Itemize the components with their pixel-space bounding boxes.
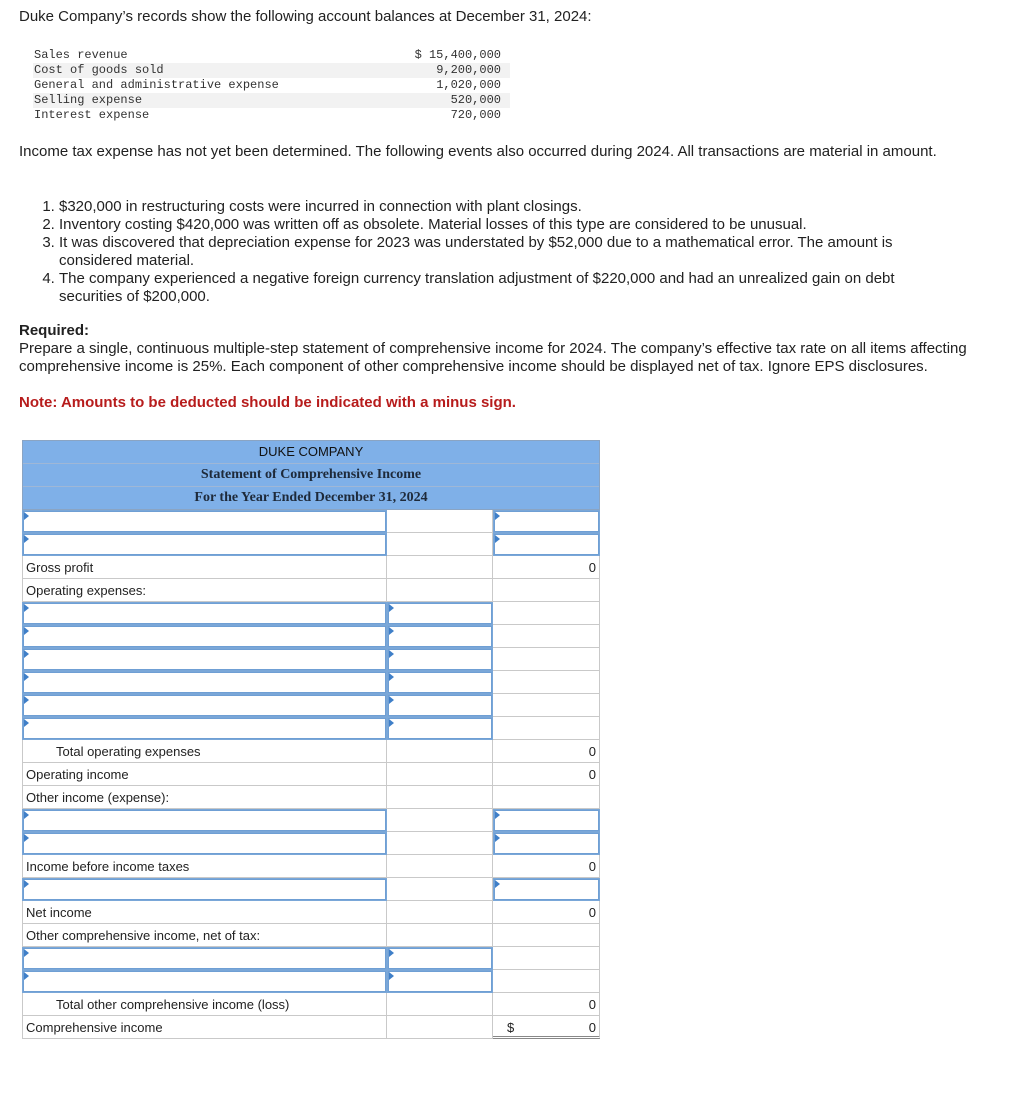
comprehensive-income-value-cell	[493, 1016, 600, 1039]
statement-table	[22, 440, 600, 1039]
total-cell	[493, 786, 600, 809]
amount-input[interactable]	[387, 625, 493, 648]
line-item-input[interactable]	[22, 970, 387, 993]
total-operating-expenses-label: Total operating expenses	[22, 740, 387, 763]
currency-symbol: $	[507, 1020, 515, 1035]
total-cell	[493, 970, 600, 993]
total-cell	[493, 671, 600, 694]
total-cell	[493, 924, 600, 947]
list-item: 1. $320,000 in restructuring costs were incurred in connection with plant closings.	[59, 198, 949, 216]
total-cell	[493, 648, 600, 671]
line-item-input[interactable]	[22, 648, 387, 671]
amount-input[interactable]	[387, 602, 493, 625]
total-oci-value: 0	[493, 993, 600, 1016]
amount-cell	[387, 855, 493, 878]
line-item-input[interactable]	[22, 671, 387, 694]
account-name: Sales revenue	[33, 48, 360, 63]
total-input[interactable]	[493, 878, 600, 901]
gross-profit-value: 0	[493, 556, 600, 579]
intro-text: Duke Company’s records show the following account balances at December 31, 2024:	[19, 8, 592, 25]
operating-income-value: 0	[493, 763, 600, 786]
table-row	[33, 78, 510, 93]
required-label: Required:	[19, 322, 90, 339]
income-before-taxes-value: 0	[493, 855, 600, 878]
table-row	[22, 878, 600, 901]
total-operating-expenses-value: 0	[493, 740, 600, 763]
account-amount: 9,200,000	[360, 63, 510, 78]
line-item-input[interactable]	[22, 947, 387, 970]
account-name: General and administrative expense	[33, 78, 360, 93]
table-row	[22, 694, 600, 717]
account-name: Selling expense	[33, 93, 360, 108]
operating-income-label: Operating income	[22, 763, 387, 786]
total-cell	[493, 694, 600, 717]
table-row	[22, 970, 600, 993]
oci-label: Other comprehensive income, net of tax:	[22, 924, 387, 947]
table-row	[22, 533, 600, 556]
total-cell	[493, 579, 600, 602]
amount-input[interactable]	[387, 947, 493, 970]
gross-profit-row	[22, 556, 600, 579]
line-item-input[interactable]	[22, 602, 387, 625]
amount-input[interactable]	[387, 671, 493, 694]
operating-income-row	[22, 763, 600, 786]
total-cell	[493, 717, 600, 740]
other-income-label: Other income (expense):	[22, 786, 387, 809]
note-text: Note: Amounts to be deducted should be indicated with a minus sign.	[19, 394, 516, 411]
line-item-input[interactable]	[22, 510, 387, 533]
net-income-label: Net income	[22, 901, 387, 924]
amount-cell	[387, 901, 493, 924]
table-row	[22, 671, 600, 694]
amount-input[interactable]	[387, 694, 493, 717]
comprehensive-income-value: 0	[588, 1020, 596, 1035]
total-cell	[493, 602, 600, 625]
table-row	[22, 510, 600, 533]
total-input[interactable]	[493, 809, 600, 832]
account-name: Cost of goods sold	[33, 63, 360, 78]
table-row	[33, 108, 510, 123]
account-amount: 1,020,000	[360, 78, 510, 93]
company-name: DUKE COMPANY	[23, 441, 599, 464]
amount-cell	[387, 763, 493, 786]
total-input[interactable]	[493, 533, 600, 556]
table-row	[22, 602, 600, 625]
table-row	[22, 947, 600, 970]
amount-cell	[387, 786, 493, 809]
list-item: 2. Inventory costing $420,000 was written off as obsolete. Material losses of this type are considered to be unusual.	[59, 216, 949, 234]
operating-expenses-heading-row	[22, 579, 600, 602]
total-cell	[493, 625, 600, 648]
amount-cell	[387, 924, 493, 947]
required-text: Prepare a single, continuous multiple-step statement of comprehensive income for 2024. The company’s effective tax rate on all items affecting comprehensive income is 25%. Each component of other comprehensive income should be displayed net of tax. Ignore EPS disclosures.	[19, 340, 967, 375]
table-row	[33, 93, 510, 108]
amount-cell	[387, 1016, 493, 1039]
amount-cell	[387, 809, 493, 832]
statement-title: Statement of Comprehensive Income	[23, 464, 599, 487]
line-item-input[interactable]	[22, 533, 387, 556]
total-input[interactable]	[493, 832, 600, 855]
total-oci-label: Total other comprehensive income (loss)	[22, 993, 387, 1016]
amount-cell	[387, 510, 493, 533]
oci-heading-row	[22, 924, 600, 947]
income-before-taxes-row	[22, 855, 600, 878]
operating-expenses-label: Operating expenses:	[22, 579, 387, 602]
account-amount: 520,000	[360, 93, 510, 108]
comprehensive-income-row	[22, 1016, 600, 1039]
table-row	[22, 809, 600, 832]
list-item: 3. It was discovered that depreciation expense for 2023 was understated by $52,000 due to a mathematical error. The amount is considered material.	[59, 234, 949, 270]
net-income-value: 0	[493, 901, 600, 924]
amount-cell	[387, 832, 493, 855]
total-input[interactable]	[493, 510, 600, 533]
amount-cell	[387, 740, 493, 763]
table-row	[22, 648, 600, 671]
table-row	[22, 832, 600, 855]
table-row	[33, 48, 510, 63]
table-row	[22, 625, 600, 648]
tax-note: Income tax expense has not yet been determined. The following events also occurred during 2024. All transactions are material in amount.	[19, 143, 937, 160]
line-item-input[interactable]	[22, 717, 387, 740]
amount-cell	[387, 556, 493, 579]
amount-input[interactable]	[387, 970, 493, 993]
account-amount: 720,000	[360, 108, 510, 123]
line-item-input[interactable]	[22, 625, 387, 648]
account-amount: $ 15,400,000	[360, 48, 510, 63]
account-balances-table	[33, 48, 510, 123]
line-item-input[interactable]	[22, 878, 387, 901]
net-income-row	[22, 901, 600, 924]
list-item: 4. The company experienced a negative foreign currency translation adjustment of $220,000 and had an unrealized gain on debt securities of $200,000.	[59, 270, 949, 306]
account-name: Interest expense	[33, 108, 360, 123]
amount-cell	[387, 878, 493, 901]
events-list	[19, 198, 949, 306]
other-income-heading-row	[22, 786, 600, 809]
table-row	[33, 63, 510, 78]
amount-input[interactable]	[387, 717, 493, 740]
total-cell	[493, 947, 600, 970]
income-before-taxes-label: Income before income taxes	[22, 855, 387, 878]
line-item-input[interactable]	[22, 809, 387, 832]
total-oci-row	[22, 993, 600, 1016]
comprehensive-income-label: Comprehensive income	[22, 1016, 387, 1039]
table-row	[22, 717, 600, 740]
gross-profit-label: Gross profit	[22, 556, 387, 579]
amount-input[interactable]	[387, 648, 493, 671]
amount-cell	[387, 533, 493, 556]
statement-header	[22, 440, 600, 510]
line-item-input[interactable]	[22, 832, 387, 855]
total-operating-expenses-row	[22, 740, 600, 763]
amount-cell	[387, 579, 493, 602]
amount-cell	[387, 993, 493, 1016]
statement-period: For the Year Ended December 31, 2024	[194, 490, 428, 505]
line-item-input[interactable]	[22, 694, 387, 717]
